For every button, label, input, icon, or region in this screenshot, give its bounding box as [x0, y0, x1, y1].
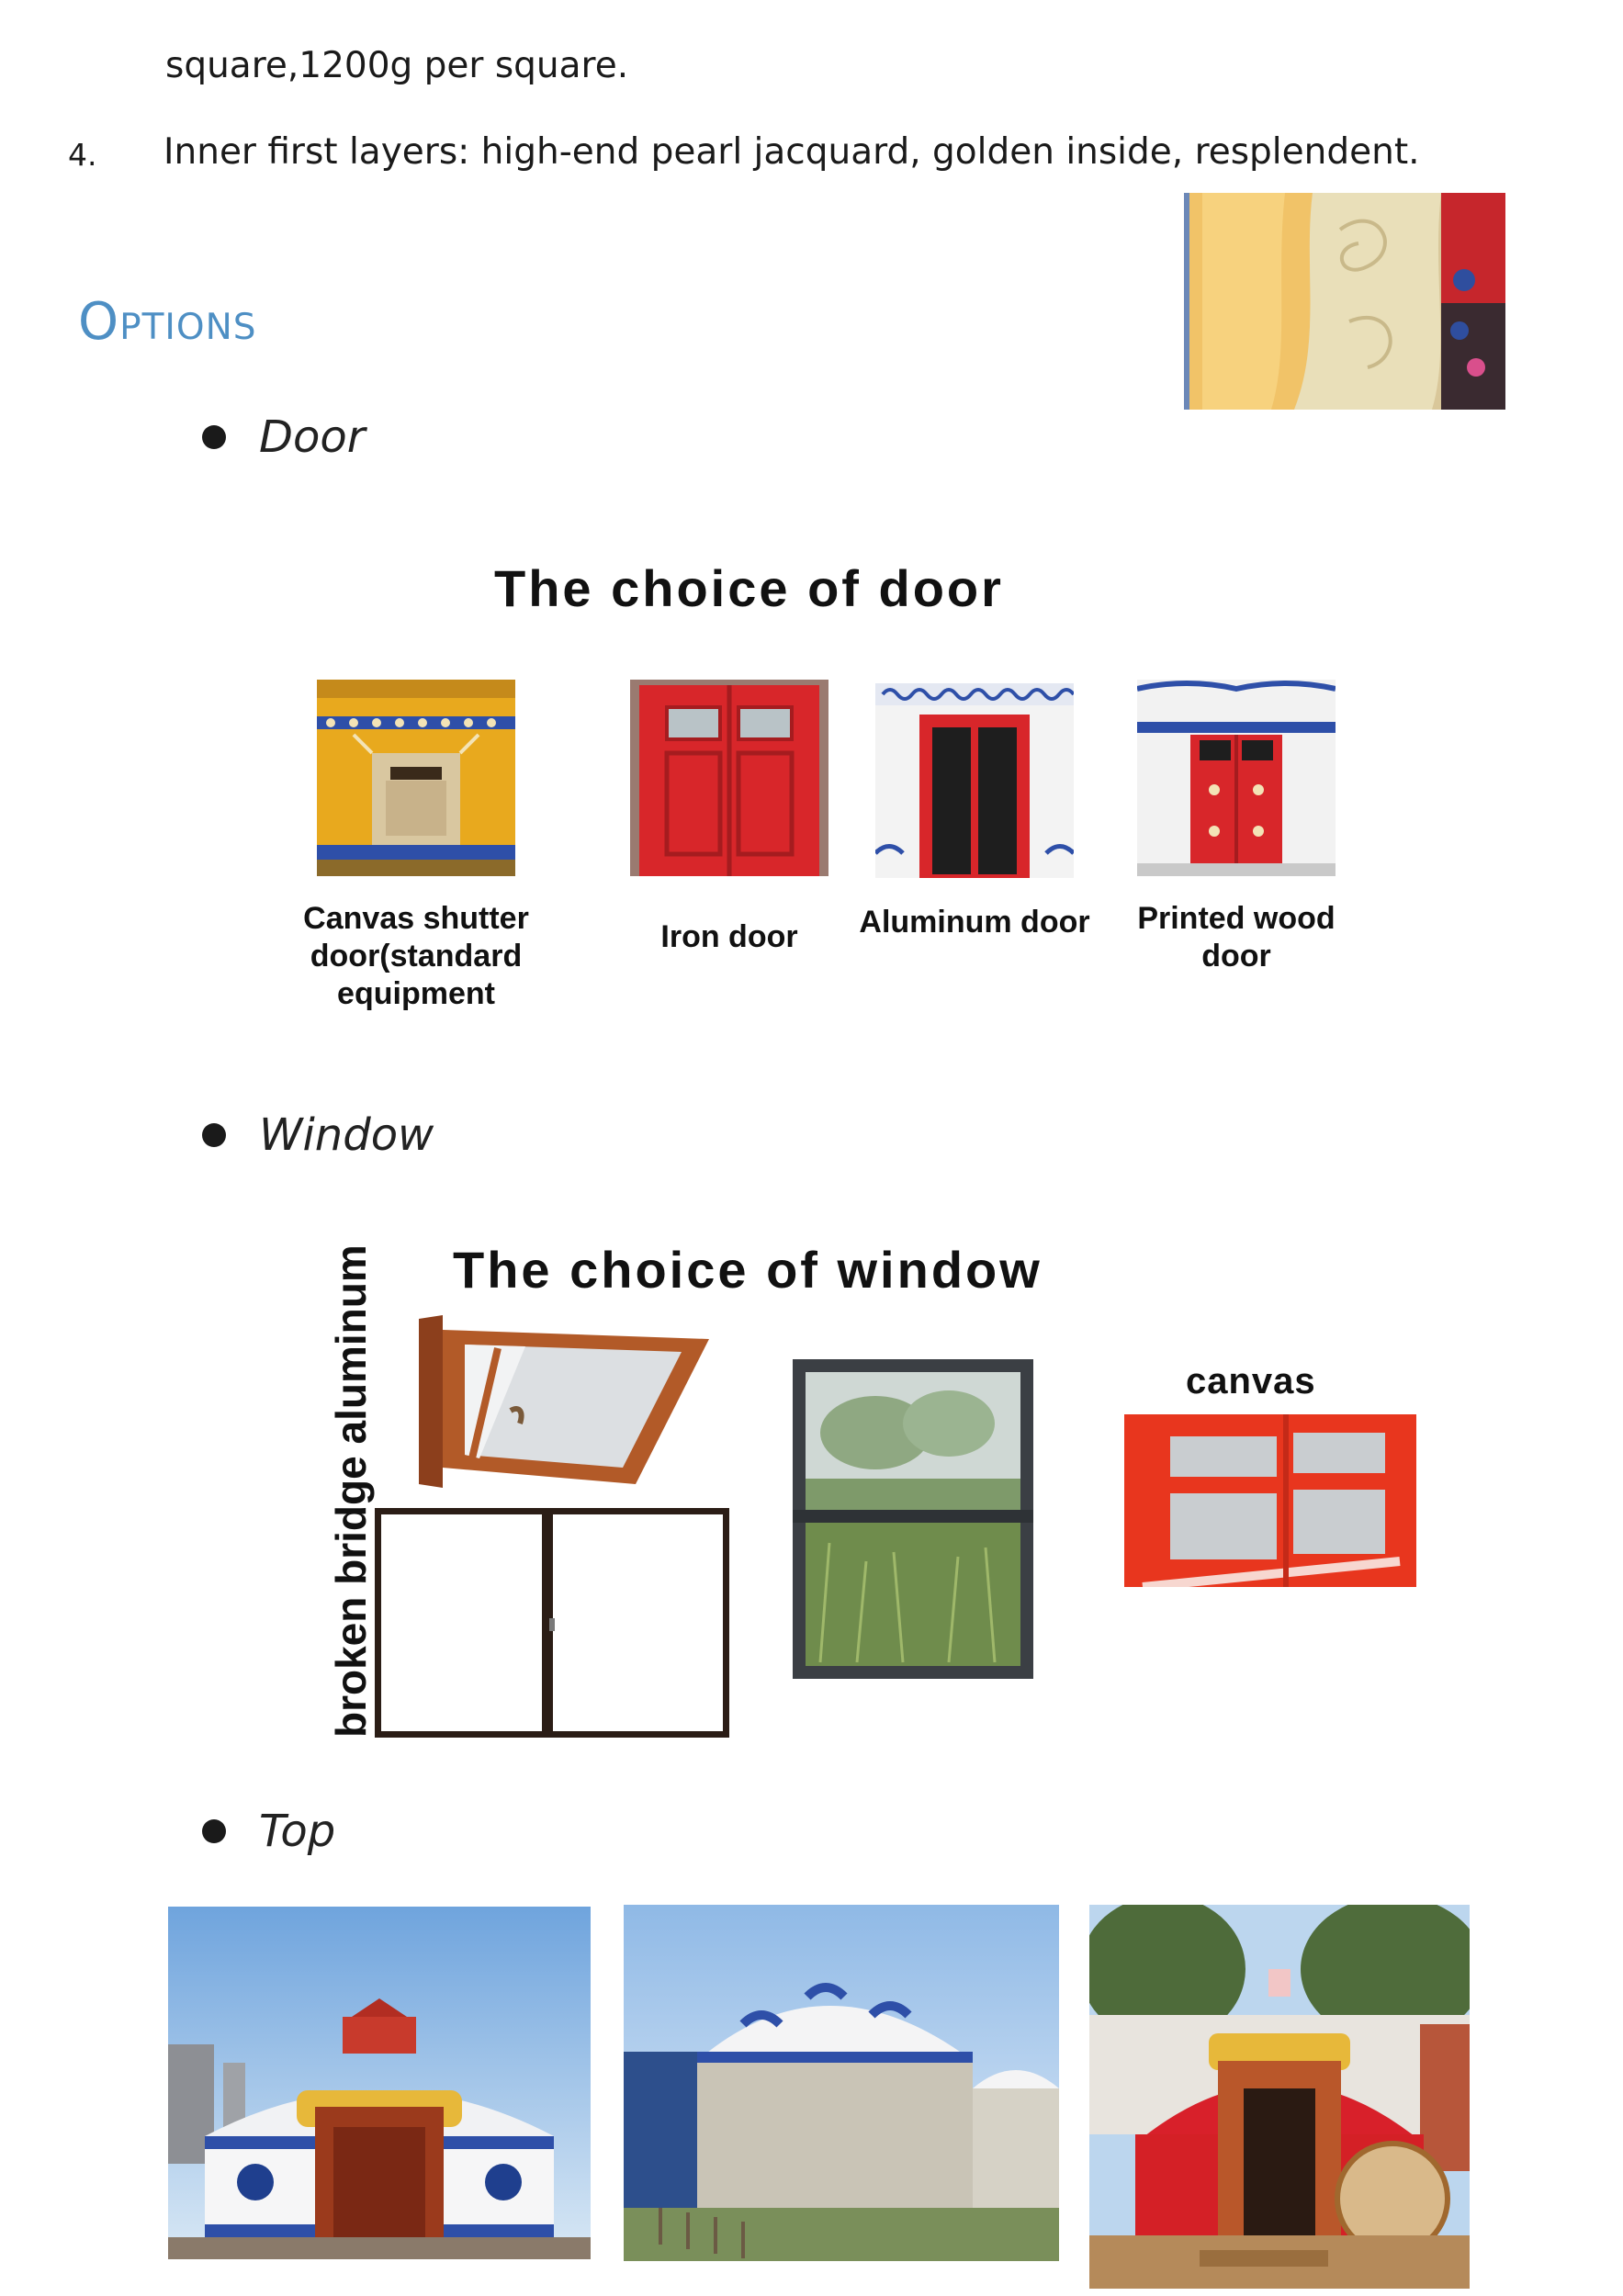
window-figure-title: The choice of window — [453, 1241, 1043, 1299]
aluminum-door-photo — [875, 683, 1074, 878]
double-hung-window-photo — [793, 1359, 1033, 1679]
aluminum-door-caption: Aluminum door — [859, 905, 1090, 940]
canvas-window-photo — [1124, 1414, 1416, 1587]
canvas-window-label: canvas — [1186, 1361, 1316, 1401]
sliding-window-photo — [375, 1508, 729, 1738]
door-figure-title: The choice of door — [494, 559, 1004, 617]
canvas-shutter-door-caption: Canvas shutter door(standard equipment — [303, 901, 529, 1011]
printed-wood-door-caption: Printed wood door — [1137, 901, 1336, 974]
yurt-top-photo-2 — [624, 1905, 1059, 2261]
bullet-dot-icon — [202, 1123, 226, 1147]
top-bullet-label: Top — [259, 1806, 336, 1857]
door-bullet-label: Door — [259, 411, 366, 463]
list-item-text: Inner first layers: high-end pearl jacquard, golden inside, resplendent. — [163, 131, 1420, 173]
window-bullet — [202, 1109, 434, 1161]
door-bullet — [202, 411, 365, 463]
bullet-dot-icon — [202, 425, 226, 449]
yurt-top-photo-3 — [1089, 1905, 1470, 2289]
printed-wood-door-photo — [1137, 680, 1336, 876]
jacquard-fabric-photo — [1184, 193, 1505, 410]
yurt-top-photo-1 — [168, 1907, 591, 2259]
bullet-dot-icon — [202, 1819, 226, 1843]
broken-bridge-aluminum-label: broken bridge aluminum — [327, 1244, 375, 1738]
iron-door-caption: Iron door — [660, 919, 798, 954]
iron-door-photo — [630, 680, 828, 876]
list-number: 4. — [68, 137, 97, 173]
options-heading: Options — [78, 292, 257, 352]
top-bullet — [202, 1806, 335, 1857]
window-bullet-label: Window — [259, 1109, 434, 1161]
continuation-text: square,1200g per square. — [165, 45, 629, 86]
tilt-turn-window-photo — [415, 1311, 709, 1488]
canvas-shutter-door-photo — [317, 680, 515, 876]
